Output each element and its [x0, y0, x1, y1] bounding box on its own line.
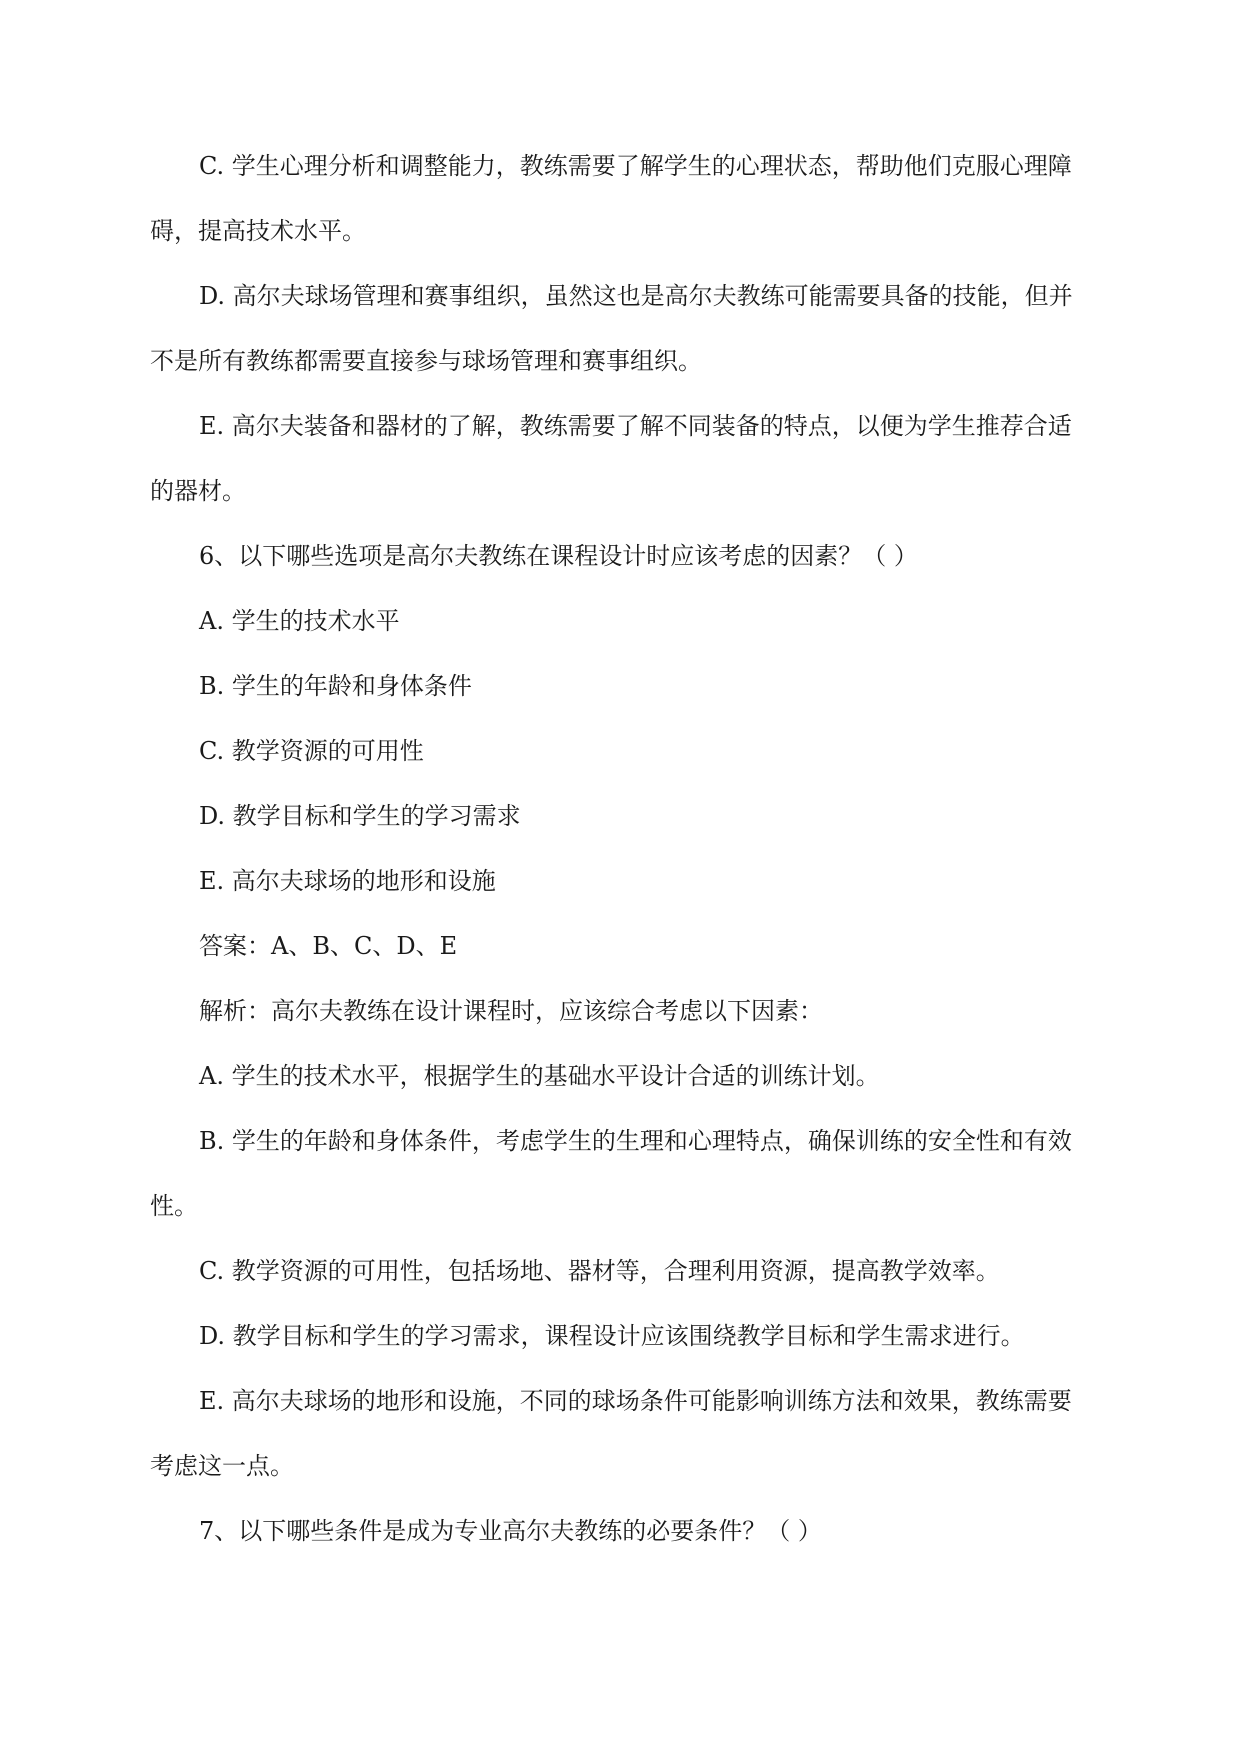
question-6-option-a: A. 学生的技术水平 [199, 607, 400, 635]
question-6-option-e: E. 高尔夫球场的地形和设施 [199, 867, 496, 895]
paragraph-option-c-analysis: C. 学生心理分析和调整能力，教练需要了解学生的心理状态，帮助他们克服心理障碍，提高技术水平。 [150, 152, 1072, 245]
question-6-explanation-e: E. 高尔夫球场的地形和设施，不同的球场条件可能影响训练方法和效果，教练需要考虑这一点。 [150, 1387, 1072, 1480]
question-6: 6、以下哪些选项是高尔夫教练在课程设计时应该考虑的因素？（ ） [199, 542, 918, 570]
question-6-explanation-c: C. 教学资源的可用性，包括场地、器材等，合理利用资源，提高教学效率。 [199, 1257, 1000, 1285]
question-6-option-b: B. 学生的年龄和身体条件 [199, 672, 472, 700]
question-6-explanation: 解析：高尔夫教练在设计课程时，应该综合考虑以下因素： [199, 997, 823, 1025]
paragraph-option-e-analysis: E. 高尔夫装备和器材的了解，教练需要了解不同装备的特点，以便为学生推荐合适的器材。 [150, 412, 1072, 505]
question-6-option-d: D. 教学目标和学生的学习需求 [199, 802, 521, 830]
question-6-explanation-a: A. 学生的技术水平，根据学生的基础水平设计合适的训练计划。 [199, 1062, 880, 1090]
question-6-explanation-b: B. 学生的年龄和身体条件，考虑学生的生理和心理特点，确保训练的安全性和有效性。 [150, 1127, 1072, 1220]
question-6-answer: 答案：A、B、C、D、E [199, 932, 458, 960]
question-6-explanation-d: D. 教学目标和学生的学习需求，课程设计应该围绕教学目标和学生需求进行。 [199, 1322, 1025, 1350]
question-7: 7、以下哪些条件是成为专业高尔夫教练的必要条件？（ ） [199, 1517, 822, 1545]
paragraph-option-d-analysis: D. 高尔夫球场管理和赛事组织，虽然这也是高尔夫教练可能需要具备的技能，但并不是所有教练都需要直接参与球场管理和赛事组织。 [150, 282, 1073, 375]
question-6-option-c: C. 教学资源的可用性 [199, 737, 424, 765]
